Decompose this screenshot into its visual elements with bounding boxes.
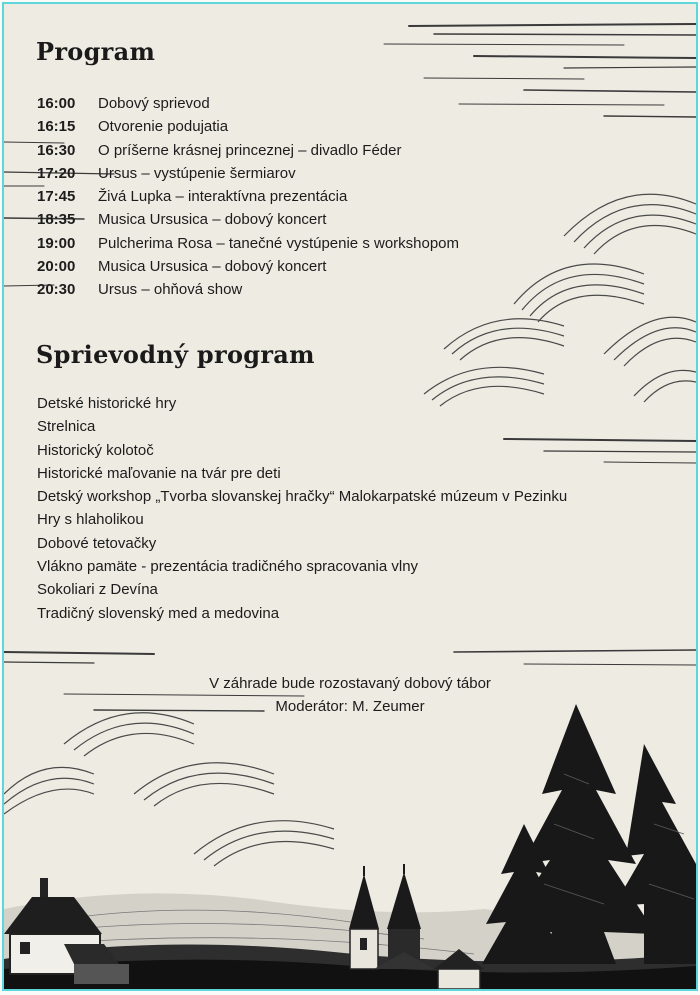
program-heading: Program	[36, 37, 156, 66]
schedule-item	[37, 255, 459, 278]
side-program-heading: Sprievodný program	[36, 340, 315, 369]
schedule-text: Dobový sprievod	[98, 95, 210, 112]
schedule-time: 17:20	[37, 164, 76, 182]
side-program-item: Historický kolotoč	[37, 441, 154, 459]
schedule-time: 16:15	[37, 118, 76, 136]
schedule-text: O príšerne krásnej princeznej – divadlo Féder	[98, 141, 402, 159]
schedule-text: Ursus – vystúpenie šermiarov	[98, 164, 296, 182]
fir-trees	[482, 704, 696, 964]
schedule-item	[37, 139, 459, 162]
schedule-text: Musica Ursusica – dobový koncert	[98, 211, 327, 229]
schedule-item	[37, 232, 459, 255]
schedule-list	[37, 92, 459, 302]
schedule-time: 20:00	[37, 258, 76, 276]
schedule-text: Otvorenie podujatia	[98, 118, 229, 136]
poster-page	[2, 2, 698, 991]
schedule-time: 16:00	[37, 95, 76, 112]
schedule-text: Pulcherima Rosa – tanečné vystúpenie s workshopom	[98, 234, 460, 252]
schedule-time: 17:45	[37, 188, 76, 206]
schedule-item	[37, 92, 459, 115]
schedule-item	[37, 278, 459, 301]
side-program-list	[37, 392, 567, 625]
cloud-swirls-right	[424, 194, 696, 406]
schedule-text: Živá Lupka – interaktívna prezentácia	[98, 188, 348, 206]
footer-note	[4, 672, 696, 718]
moderator-note: Moderátor: M. Zeumer	[275, 698, 425, 715]
schedule-item	[37, 162, 459, 185]
side-program-item: Detské historické hry	[37, 395, 177, 412]
side-program-item: Detský workshop „Tvorba slovanskej hračky“ Malokarpatské múzeum v Pezinku	[37, 488, 568, 506]
schedule-item	[37, 208, 459, 231]
schedule-item	[37, 115, 459, 138]
schedule-time: 16:30	[37, 141, 76, 159]
schedule-item	[37, 185, 459, 208]
schedule-text: Ursus – ohňová show	[98, 281, 243, 299]
schedule-text: Musica Ursusica – dobový koncert	[98, 258, 327, 276]
side-program-item: Strelnica	[37, 418, 96, 436]
side-program-item: Historické maľovanie na tvár pre deti	[37, 464, 281, 482]
side-program-item: Sokoliari z Devína	[37, 581, 158, 599]
camp-note: V záhrade bude rozostavaný dobový tábor	[209, 675, 491, 692]
schedule-time: 20:30	[37, 281, 76, 299]
side-program-item: Hry s hlaholikou	[37, 511, 144, 529]
side-program-item: Vlákno pamäte - prezentácia tradičného spracovania vlny	[37, 558, 419, 576]
cloud-swirls-left	[4, 713, 334, 866]
schedule-time: 19:00	[37, 234, 76, 252]
side-program-item: Tradičný slovenský med a medovina	[37, 604, 280, 622]
schedule-time: 18:35	[37, 211, 76, 229]
side-program-item: Dobové tetovačky	[37, 534, 157, 552]
